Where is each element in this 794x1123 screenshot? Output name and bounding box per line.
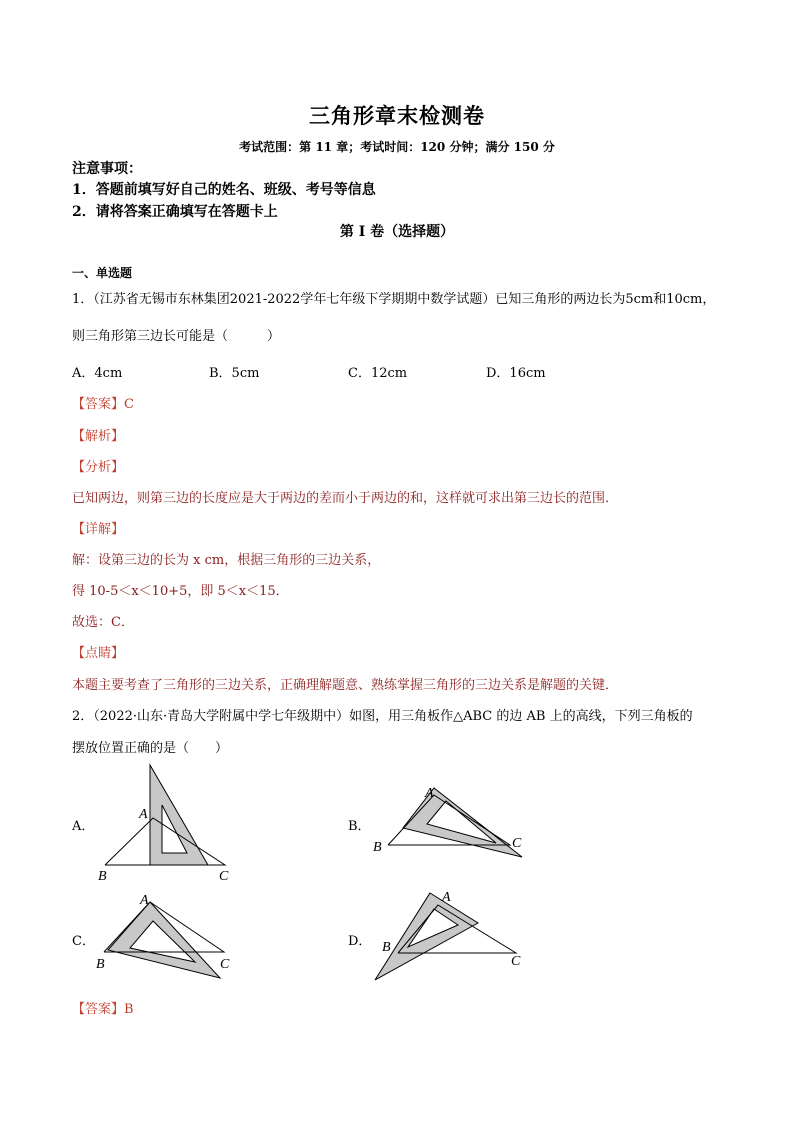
q1-detail-line2: 得 10-5＜x＜10+5，即 5＜x＜15． xyxy=(72,584,289,599)
exam-info: 考试范围：第 11 章；考试时间：120 分钟；满分 150 分 xyxy=(239,140,555,154)
q2-stem-line2: 摆放位置正确的是（ ） xyxy=(72,741,229,756)
q1-option-c: C．12cm xyxy=(348,366,408,381)
vertex-b: B xyxy=(373,840,382,855)
notice-item-1: 1．答题前填写好自己的姓名、班级、考号等信息 xyxy=(72,182,376,198)
q1-comment-tag: 【点睛】 xyxy=(72,646,125,661)
q1-option-a: A．4cm xyxy=(72,366,123,381)
vertex-a: A xyxy=(139,807,148,822)
q2-answer xyxy=(72,998,134,1017)
q1-answer xyxy=(72,393,134,412)
q1-option-b: B．5cm xyxy=(209,366,260,381)
vertex-b: B xyxy=(382,940,391,955)
q1-stem-line2: 则三角形第三边长可能是（ ） xyxy=(72,329,281,344)
q1-option-d: D．16cm xyxy=(486,366,546,381)
q2-answer-value: B xyxy=(124,1002,134,1017)
q1-comment-text: 本题主要考查了三角形的三边关系，正确理解题意、熟练掌握三角形的三边关系是解题的关键． xyxy=(72,678,619,693)
q1-answer-tag: 【答案】 xyxy=(72,397,125,412)
vertex-b: B xyxy=(96,957,105,972)
vertex-c: C xyxy=(220,957,230,972)
q2-option-label-b: B． xyxy=(348,819,371,834)
q1-detail-line1: 解：设第三边的长为 x cm，根据三角形的三边关系， xyxy=(72,553,381,568)
q2-option-label-d: D． xyxy=(348,934,372,949)
q1-detail-tag: 【详解】 xyxy=(72,522,125,537)
vertex-b: B xyxy=(98,869,107,884)
q2-option-label-c: C． xyxy=(72,934,95,949)
vertex-c: C xyxy=(511,954,521,969)
q2-figure-d xyxy=(370,883,530,983)
q1-detail-line3: 故选：C． xyxy=(72,615,134,630)
q1-answer-value: C xyxy=(124,397,134,412)
volume-title: 第 I 卷（选择题） xyxy=(339,224,455,240)
vertex-a: A xyxy=(140,893,149,908)
q2-figure-b xyxy=(368,783,533,863)
q1-stem-line1: 1．（江苏省无锡市东林集团2021-2022学年七年级下学期期中数学试题）已知三角形的两边长为5cm和10cm， xyxy=(72,292,716,307)
vertex-c: C xyxy=(512,836,522,851)
notice-heading: 注意事项： xyxy=(72,161,142,177)
q1-fenxi-text: 已知两边，则第三边的长度应是大于两边的差而小于两边的和，这样就可求出第三边长的范围． xyxy=(72,491,619,506)
q2-answer-tag: 【答案】 xyxy=(72,1002,125,1017)
q2-figure-c xyxy=(92,890,242,982)
q2-option-label-a: A． xyxy=(72,819,95,834)
q1-analysis-tag: 【解析】 xyxy=(72,429,125,444)
notice-item-2: 2．请将答案正确填写在答题卡上 xyxy=(72,204,278,220)
vertex-a: A xyxy=(425,786,434,801)
vertex-a: A xyxy=(442,890,451,905)
q2-figure-a xyxy=(95,760,245,885)
section-heading: 一、单选题 xyxy=(72,266,133,280)
q2-stem-line1: 2．（2022·山东·青岛大学附属中学七年级期中）如图，用三角板作△ABC 的边 AB 上的高线，下列三角板的 xyxy=(72,709,693,724)
q1-fenxi-tag: 【分析】 xyxy=(72,460,125,475)
vertex-c: C xyxy=(219,869,229,884)
page-title: 三角形章末检测卷 xyxy=(309,103,485,128)
